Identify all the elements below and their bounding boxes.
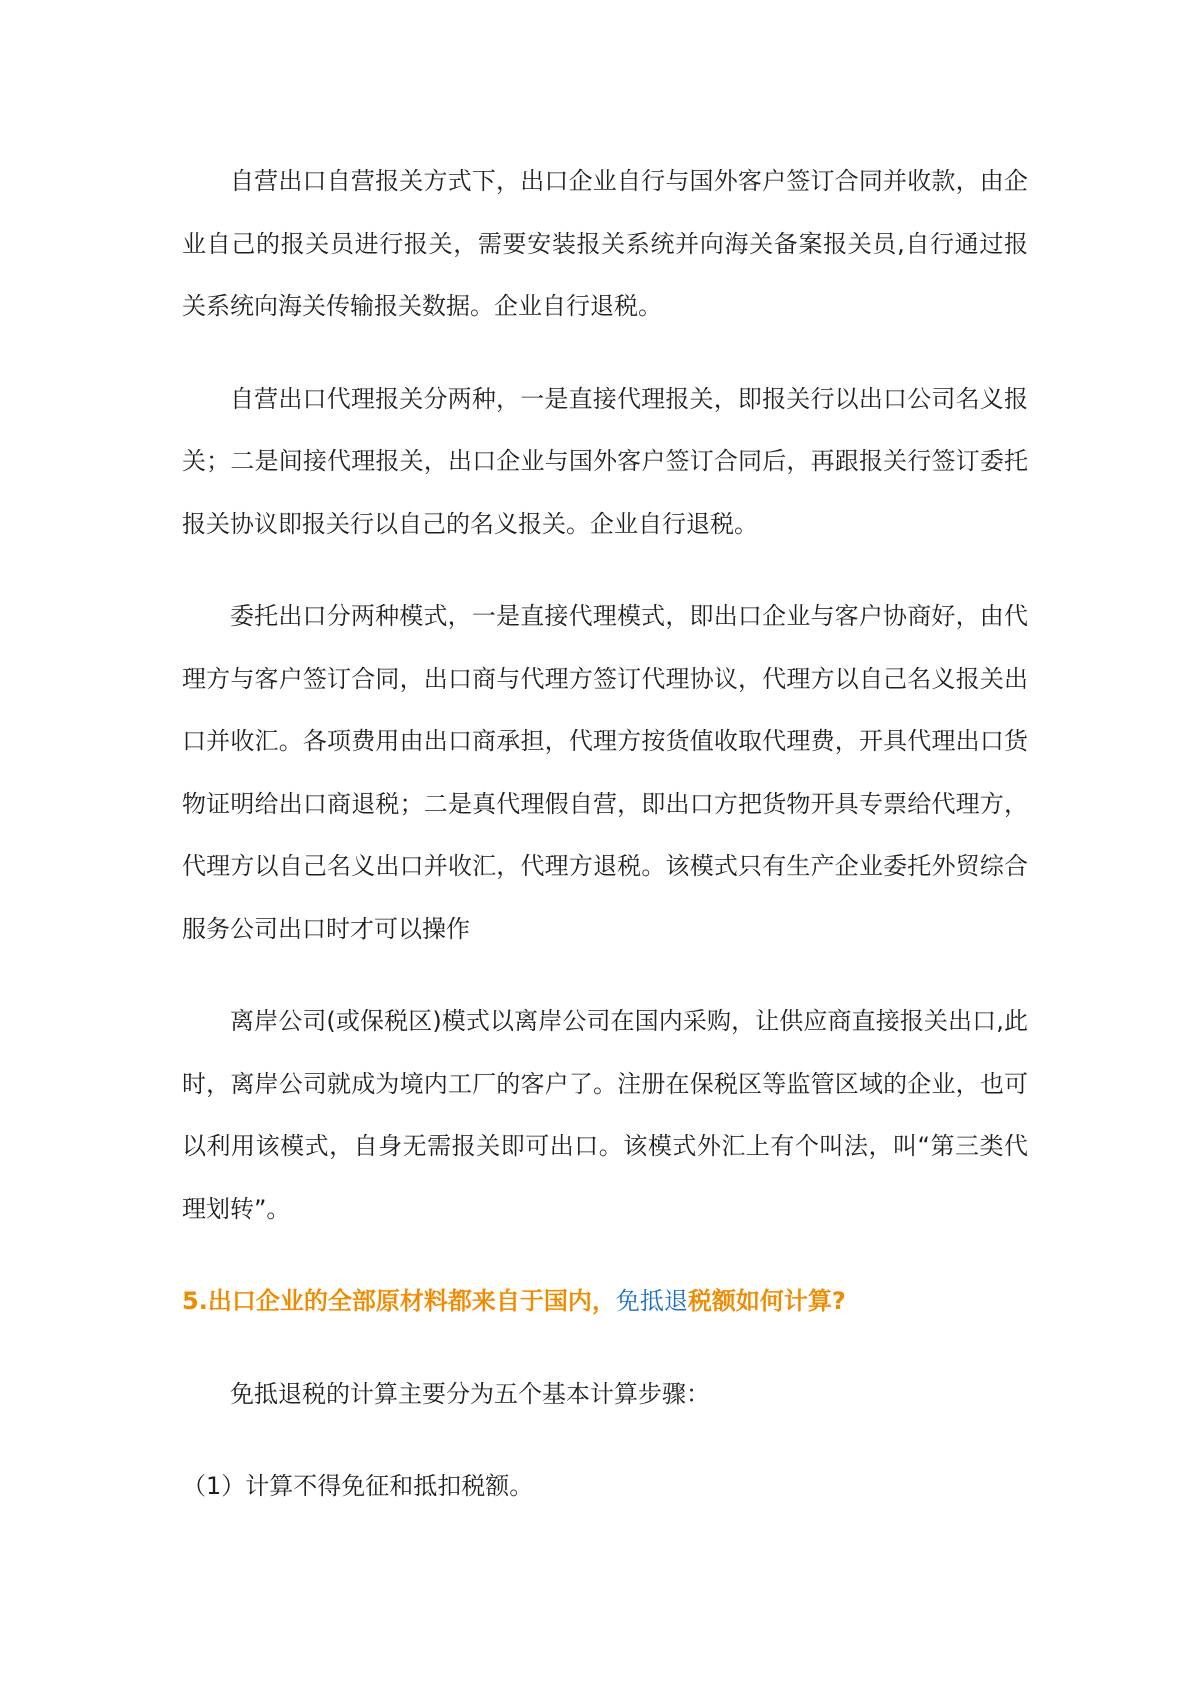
paragraph-self-export-self-declaration: 自营出口自营报关方式下，出口企业自行与国外客户签订合同并收款，由企业自己的报关员进行报关，需要安装报关系统并向海关备案报关员,自行通过报关系统向海关传输报关数据。企业自行退税。 <box>182 167 1028 320</box>
heading-link-mianditui[interactable]: 免抵退 <box>615 1287 688 1315</box>
paragraph-entrusted-export: 委托出口分两种模式，一是直接代理模式，即出口企业与客户协商好，由代理方与客户签订合同，出口商与代理方签订代理协议，代理方以自己名义报关出口并收汇。各项费用由出口商承担，代理方按货值收取代理费，开具代理出口货物证明给出口商退税；二是真代理假自营，即出口方把货物开具专票给代理方，代理方以自己名义出口并收汇，代理方退税。该模式只有生产企业委托外贸综合服务公司出口时才可以操作 <box>182 602 1028 943</box>
paragraph-offshore-company: 离岸公司(或保税区)模式以离岸公司在国内采购，让供应商直接报关出口,此时，离岸公司就成为境内工厂的客户了。注册在保税区等监管区域的企业，也可以利用该模式，自身无需报关即可出口。该模式外汇上有个叫法，叫“第三类代理划转”。 <box>182 1007 1028 1223</box>
paragraph-self-export-agent-declaration: 自营出口代理报关分两种，一是直接代理报关，即报关行以出口公司名义报关；二是间接代理报关，出口企业与国外客户签订合同后，再跟报关行签订委托报关协议即报关行以自己的名义报关。企业自行退税。 <box>182 384 1028 538</box>
intro-paragraph: 免抵退税的计算主要分为五个基本计算步骤： <box>230 1379 710 1408</box>
document-body <box>182 150 1028 1518</box>
section-heading-5 <box>182 1270 1028 1333</box>
step-1: （1）计算不得免征和抵扣税额。 <box>182 1472 534 1500</box>
heading-suffix: 税额如何计算? <box>687 1287 846 1315</box>
heading-prefix: 5.出口企业的全部原材料都来自于国内， <box>182 1287 616 1315</box>
